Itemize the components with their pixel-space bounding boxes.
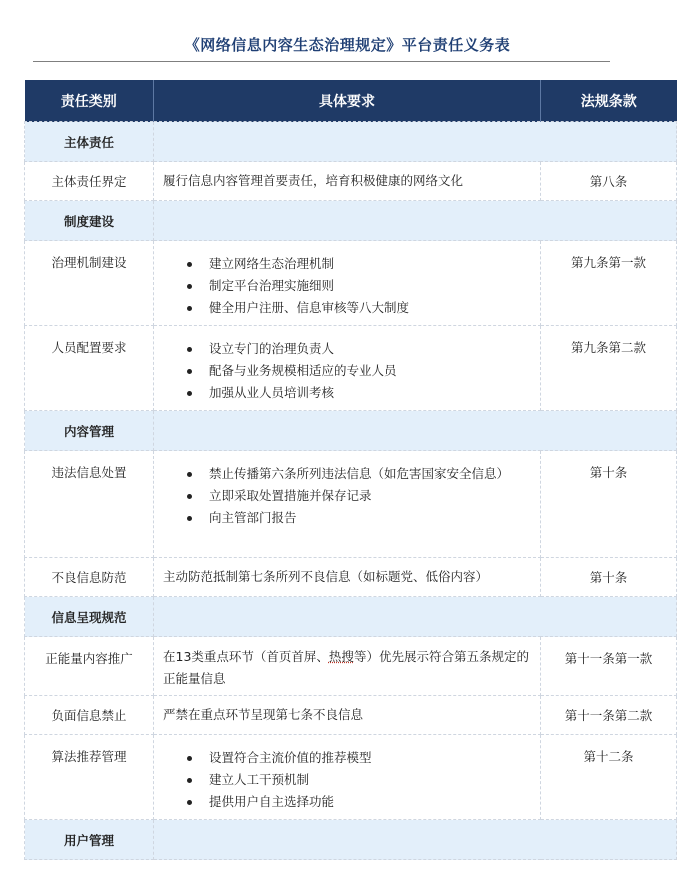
section-row <box>25 411 677 451</box>
list-item <box>163 360 532 382</box>
requirement-cell <box>154 326 541 411</box>
list-item-text: 健全用户注册、信息审核等八大制度 <box>209 300 410 315</box>
list-item <box>163 507 532 529</box>
article-cell: 第八条 <box>541 162 677 201</box>
article-cell: 第十条 <box>541 451 677 558</box>
bullet-icon <box>187 284 192 289</box>
requirement-text: 在13类重点环节（首页首屏、 <box>163 649 329 664</box>
bullet-icon <box>187 516 192 521</box>
category-cell: 违法信息处置 <box>25 451 154 558</box>
bullet-icon <box>187 347 192 352</box>
section-row <box>25 122 677 162</box>
requirement-cell: 履行信息内容管理首要责任，培育积极健康的网络文化 <box>154 162 541 201</box>
requirement-list <box>163 747 532 813</box>
article-cell: 第十二条 <box>541 735 677 820</box>
bullet-icon <box>187 494 192 499</box>
list-item-text: 加强从业人员培训考核 <box>209 385 335 400</box>
list-item-text: 向主管部门报告 <box>209 510 297 525</box>
category-cell: 治理机制建设 <box>25 241 154 326</box>
requirement-cell <box>154 735 541 820</box>
section-row <box>25 820 677 860</box>
list-item-text: 设置符合主流价值的推荐模型 <box>209 750 372 765</box>
section-fill <box>154 411 677 451</box>
section-row <box>25 201 677 241</box>
section-fill <box>154 820 677 860</box>
bullet-icon <box>187 756 192 761</box>
bullet-icon <box>187 391 192 396</box>
list-item-text: 设立专门的治理负责人 <box>209 341 335 356</box>
requirement-text-highlight: 热搜 <box>328 649 354 664</box>
list-item-text: 配备与业务规模相适应的专业人员 <box>209 363 397 378</box>
list-item <box>163 275 532 297</box>
list-item-text: 制定平台治理实施细则 <box>209 278 335 293</box>
category-cell: 不良信息防范 <box>25 558 154 597</box>
requirement-cell: 主动防范抵制第七条所列不良信息（如标题党、低俗内容） <box>154 558 541 597</box>
article-cell: 第九条第二款 <box>541 326 677 411</box>
list-item-text: 建立人工干预机制 <box>209 772 310 787</box>
section-fill <box>154 597 677 637</box>
section-label: 主体责任 <box>25 122 154 162</box>
header-article: 法规条款 <box>541 80 677 122</box>
requirement-cell <box>154 637 541 696</box>
list-item <box>163 747 532 769</box>
list-item-text: 建立网络生态治理机制 <box>209 256 335 271</box>
section-fill <box>154 122 677 162</box>
title-divider <box>33 61 610 62</box>
section-label: 内容管理 <box>25 411 154 451</box>
category-cell: 正能量内容推广 <box>25 637 154 696</box>
table-row <box>25 735 677 820</box>
section-label: 用户管理 <box>25 820 154 860</box>
section-label: 信息呈现规范 <box>25 597 154 637</box>
article-cell: 第十条 <box>541 558 677 597</box>
bullet-icon <box>187 800 192 805</box>
table-row <box>25 326 677 411</box>
section-label: 制度建设 <box>25 201 154 241</box>
bullet-icon <box>187 306 192 311</box>
requirement-list <box>163 338 532 404</box>
requirement-cell: 严禁在重点环节呈现第七条不良信息 <box>154 696 541 735</box>
list-item <box>163 769 532 791</box>
list-item <box>163 791 532 813</box>
bullet-icon <box>187 778 192 783</box>
category-cell: 算法推荐管理 <box>25 735 154 820</box>
responsibility-table <box>24 80 677 860</box>
table-row <box>25 558 677 597</box>
bullet-icon <box>187 262 192 267</box>
header-category: 责任类别 <box>25 80 154 122</box>
list-item <box>163 297 532 319</box>
list-item <box>163 485 532 507</box>
requirement-list <box>163 463 532 529</box>
list-item <box>163 463 532 485</box>
list-item <box>163 338 532 360</box>
section-row <box>25 597 677 637</box>
bullet-icon <box>187 369 192 374</box>
header-requirement: 具体要求 <box>154 80 541 122</box>
table-row <box>25 637 677 696</box>
list-item <box>163 253 532 275</box>
list-item-text: 禁止传播第六条所列违法信息（如危害国家安全信息） <box>209 466 510 481</box>
category-cell: 主体责任界定 <box>25 162 154 201</box>
article-cell: 第九条第一款 <box>541 241 677 326</box>
bullet-icon <box>187 472 192 477</box>
list-item-text: 立即采取处置措施并保存记录 <box>209 488 372 503</box>
section-fill <box>154 201 677 241</box>
page-title: 《网络信息内容生态治理规定》平台责任义务表 <box>184 36 511 54</box>
list-item <box>163 382 532 404</box>
requirement-cell <box>154 451 541 558</box>
table-row <box>25 241 677 326</box>
requirement-list <box>163 253 532 319</box>
table-row <box>25 696 677 735</box>
list-item-text: 提供用户自主选择功能 <box>209 794 335 809</box>
table-row <box>25 451 677 558</box>
table-row <box>25 162 677 201</box>
category-cell: 负面信息禁止 <box>25 696 154 735</box>
table-header-row <box>25 80 677 122</box>
article-cell: 第十一条第一款 <box>541 637 677 696</box>
requirement-text: 等）优先展示符合第五条规定的正能量信息 <box>163 649 529 686</box>
article-cell: 第十一条第二款 <box>541 696 677 735</box>
category-cell: 人员配置要求 <box>25 326 154 411</box>
requirement-cell <box>154 241 541 326</box>
